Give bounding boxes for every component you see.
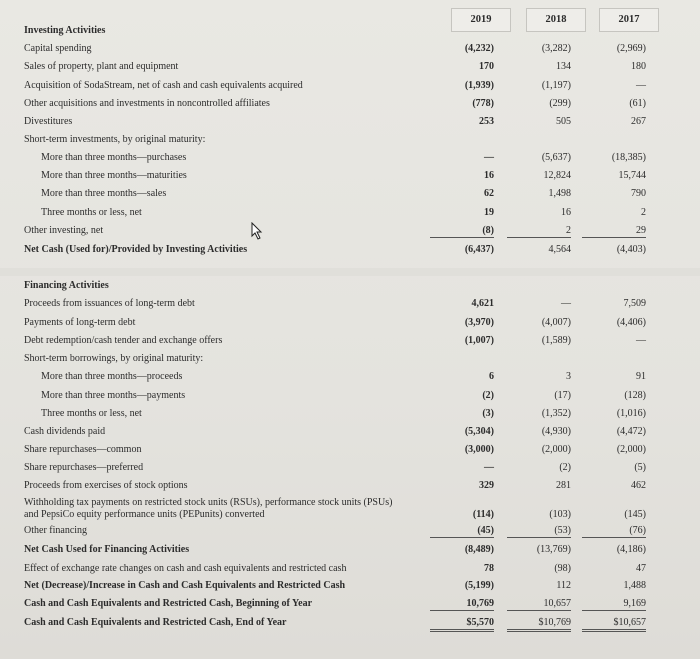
value-2019: (3,970) (464, 317, 494, 328)
table-row (0, 335, 700, 351)
value-2019: — (484, 152, 494, 163)
value-2017: (61) (629, 98, 646, 109)
table-row (0, 61, 700, 77)
value-2017: (18,385) (611, 152, 646, 163)
mouse-cursor-icon (250, 222, 264, 240)
value-2017: (4,403) (616, 244, 646, 255)
value-2017: — (636, 80, 646, 91)
value-2019: (2) (482, 390, 494, 401)
value-2018: (5,637) (541, 152, 571, 163)
table-row (0, 317, 700, 333)
value-2019: (114) (472, 509, 494, 520)
value-2017: 15,744 (618, 170, 646, 181)
value-2018: $10,769 (507, 617, 571, 632)
table-row (0, 225, 700, 241)
table-row (0, 617, 700, 633)
value-2017: (1,016) (616, 408, 646, 419)
value-2018: 1,498 (548, 188, 571, 199)
row-label: Proceeds from issuances of long-term debt (24, 298, 195, 309)
value-2019: (4,232) (464, 43, 494, 54)
value-2018: 112 (556, 580, 571, 591)
column-header-2017: 2017 (599, 8, 659, 32)
value-2018: 134 (556, 61, 571, 72)
table-row (0, 244, 700, 260)
value-2017: 29 (582, 225, 646, 238)
row-label: Other investing, net (24, 225, 104, 236)
table-row (0, 390, 700, 406)
value-2018: (3,282) (541, 43, 571, 54)
value-2017: 2 (641, 207, 646, 218)
table-row (0, 480, 700, 496)
row-label: Cash and Cash Equivalents and Restricted Cash, Beginning of Year (24, 598, 313, 609)
value-2019: 253 (479, 116, 494, 127)
table-row (0, 426, 700, 442)
value-2018: 2 (507, 225, 571, 238)
value-2019: (3,000) (464, 444, 494, 455)
table-row (0, 408, 700, 424)
table-row (0, 462, 700, 478)
table-row (0, 444, 700, 460)
row-label: More than three months—sales (41, 188, 167, 199)
value-2017: (4,406) (616, 317, 646, 328)
row-label: Divestitures (24, 116, 73, 127)
table-row (0, 116, 700, 132)
table-row (0, 25, 700, 41)
row-label: Payments of long-term debt (24, 317, 136, 328)
value-2017: 7,509 (623, 298, 646, 309)
row-label: Other acquisitions and investments in noncontrolled affiliates (24, 98, 270, 109)
table-row (0, 353, 700, 369)
value-2018: (103) (549, 509, 571, 520)
value-2017: 462 (631, 480, 646, 491)
value-2019: (6,437) (464, 244, 494, 255)
row-label: Share repurchases—preferred (24, 462, 144, 473)
value-2018: 281 (556, 480, 571, 491)
row-label: More than three months—proceeds (41, 371, 183, 382)
value-2019: (3) (482, 408, 494, 419)
value-2019: 78 (484, 563, 494, 574)
value-2019: (5,199) (464, 580, 494, 591)
value-2019: 16 (484, 170, 494, 181)
row-label: More than three months—purchases (41, 152, 187, 163)
value-2018: (17) (554, 390, 571, 401)
table-row (0, 497, 700, 520)
row-label: Cash dividends paid (24, 426, 106, 437)
value-2017: (5) (634, 462, 646, 473)
table-row (0, 188, 700, 204)
row-label: Acquisition of SodaStream, net of cash and cash equivalents acquired (24, 80, 303, 91)
row-label: Net Cash Used for Financing Activities (24, 544, 190, 555)
row-label: Net (Decrease)/Increase in Cash and Cash Equivalents and Restricted Cash (24, 580, 346, 591)
row-label: Three months or less, net (41, 207, 142, 218)
table-row (0, 598, 700, 614)
section-divider (0, 268, 700, 276)
table-row (0, 580, 700, 596)
row-label: Other financing (24, 525, 88, 536)
table-row (0, 544, 700, 560)
value-2018: 505 (556, 116, 571, 127)
value-2019: (45) (430, 525, 494, 538)
value-2019: 6 (489, 371, 494, 382)
row-label: Net Cash (Used for)/Provided by Investing Activities (24, 244, 248, 255)
row-label: Investing Activities (24, 25, 106, 36)
value-2018: (2,000) (541, 444, 571, 455)
value-2018: (98) (554, 563, 571, 574)
value-2017: (128) (624, 390, 646, 401)
value-2018: 3 (566, 371, 571, 382)
value-2019: 329 (479, 480, 494, 491)
value-2018: 16 (561, 207, 571, 218)
row-label: Debt redemption/cash tender and exchange offers (24, 335, 223, 346)
value-2019: $5,570 (430, 617, 494, 632)
value-2018: (1,352) (541, 408, 571, 419)
table-row (0, 298, 700, 314)
row-label: Short-term borrowings, by original maturity: (24, 353, 204, 364)
value-2018: (13,769) (536, 544, 571, 555)
table-row (0, 80, 700, 96)
value-2017: (145) (624, 509, 646, 520)
value-2019: (1,007) (464, 335, 494, 346)
value-2017: (4,186) (616, 544, 646, 555)
value-2019: (8,489) (464, 544, 494, 555)
value-2019: — (484, 462, 494, 473)
value-2018: (1,197) (541, 80, 571, 91)
row-label: Withholding tax payments on restricted stock units (RSUs), performance stock units (PSUs) and PepsiCo equity performance units (PEPunits) converted (24, 497, 393, 520)
value-2017: 1,488 (623, 580, 646, 591)
table-row (0, 563, 700, 579)
row-label: Cash and Cash Equivalents and Restricted Cash, End of Year (24, 617, 287, 628)
value-2017: 91 (636, 371, 646, 382)
value-2018: 12,824 (543, 170, 571, 181)
value-2018: (4,007) (541, 317, 571, 328)
table-row (0, 525, 700, 541)
value-2017: 9,169 (582, 598, 646, 611)
value-2017: — (636, 335, 646, 346)
row-label: Three months or less, net (41, 408, 142, 419)
value-2018: (1,589) (541, 335, 571, 346)
row-label: Financing Activities (24, 280, 109, 291)
value-2017: 267 (631, 116, 646, 127)
value-2018: (4,930) (541, 426, 571, 437)
value-2018: (299) (549, 98, 571, 109)
column-header-2018: 2018 (526, 8, 586, 32)
value-2019: 19 (484, 207, 494, 218)
column-header-2019: 2019 (451, 8, 511, 32)
row-label: Short-term investments, by original maturity: (24, 134, 206, 145)
value-2019: (5,304) (464, 426, 494, 437)
table-row (0, 280, 700, 296)
table-row (0, 371, 700, 387)
value-2019: 10,769 (430, 598, 494, 611)
value-2018: (53) (507, 525, 571, 538)
value-2019: (8) (430, 225, 494, 238)
table-row (0, 170, 700, 186)
row-label: Share repurchases—common (24, 444, 142, 455)
value-2017: (76) (582, 525, 646, 538)
value-2018: (2) (559, 462, 571, 473)
value-2019: 62 (484, 188, 494, 199)
value-2019: 4,621 (471, 298, 494, 309)
value-2017: $10,657 (582, 617, 646, 632)
row-label: Capital spending (24, 43, 92, 54)
table-row (0, 98, 700, 114)
value-2019: (778) (472, 98, 494, 109)
row-label: Proceeds from exercises of stock options (24, 480, 188, 491)
row-label: More than three months—payments (41, 390, 186, 401)
value-2017: 47 (636, 563, 646, 574)
value-2019: (1,939) (464, 80, 494, 91)
value-2017: (4,472) (616, 426, 646, 437)
value-2019: 170 (479, 61, 494, 72)
table-row (0, 43, 700, 59)
value-2017: (2,000) (616, 444, 646, 455)
value-2017: 790 (631, 188, 646, 199)
value-2017: (2,969) (616, 43, 646, 54)
row-label: More than three months—maturities (41, 170, 187, 181)
value-2018: 10,657 (507, 598, 571, 611)
value-2017: 180 (631, 61, 646, 72)
table-row (0, 134, 700, 150)
row-label: Effect of exchange rate changes on cash and cash equivalents and restricted cash (24, 563, 347, 574)
row-label: Sales of property, plant and equipment (24, 61, 179, 72)
table-row (0, 152, 700, 168)
table-row (0, 207, 700, 223)
value-2018: — (561, 298, 571, 309)
value-2018: 4,564 (548, 244, 571, 255)
